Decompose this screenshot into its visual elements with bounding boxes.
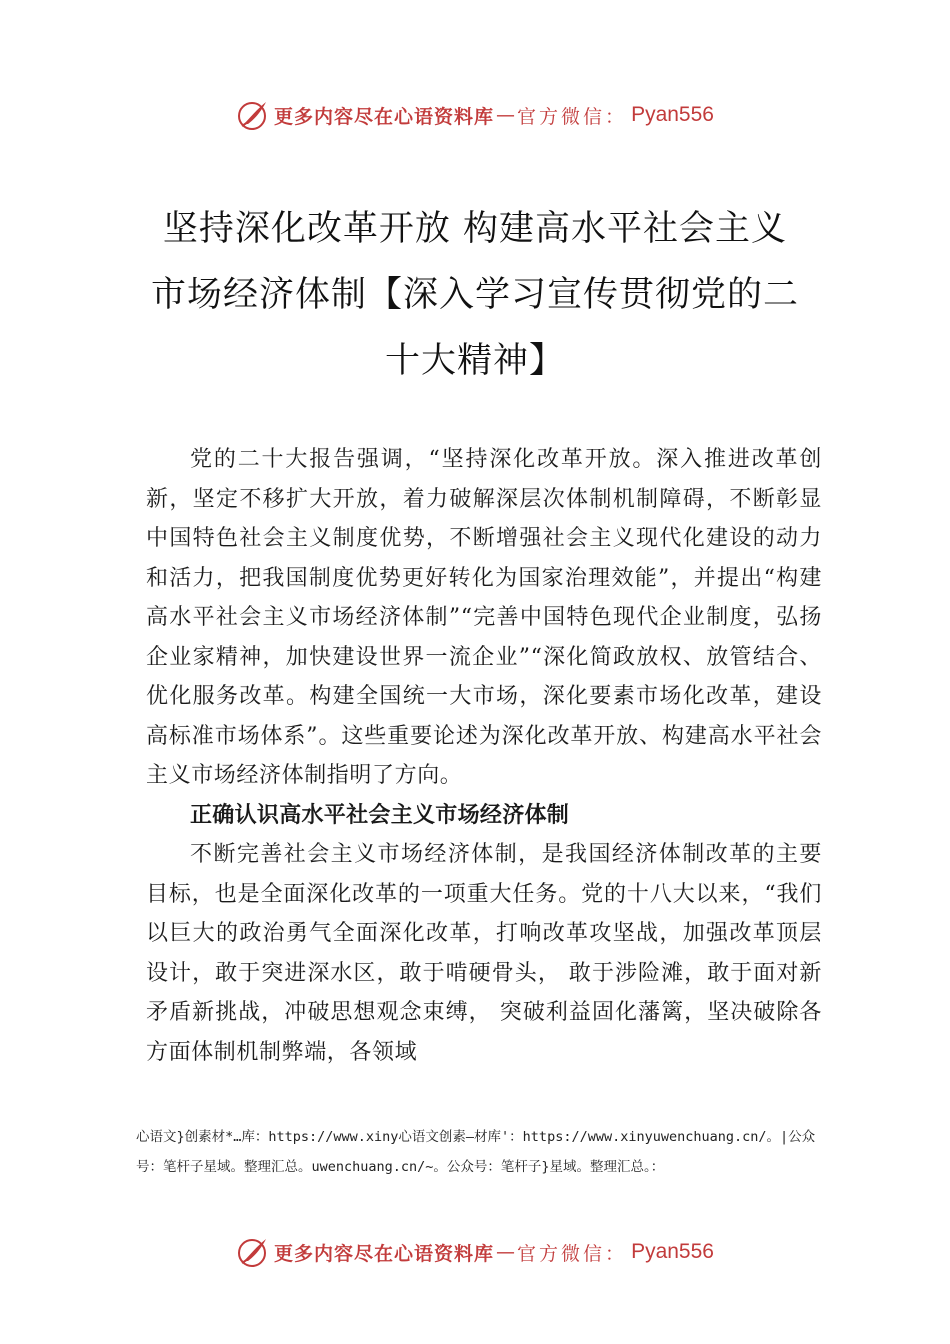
section-heading: 正确认识高水平社会主义市场经济体制 [190, 802, 570, 828]
banner-wechat-label: 官方微信： [517, 105, 628, 128]
title-line-1: 坚持深化改革开放 构建高水平社会主义 [162, 209, 788, 249]
banner-separator: — [496, 1241, 516, 1263]
title-line-2: 市场经济体制【深入学习宣传贯彻党的二 [150, 275, 799, 315]
quill-pen-logo-icon [236, 1235, 270, 1269]
document-body [146, 440, 822, 1072]
banner-separator: — [496, 104, 516, 126]
quill-pen-logo-icon [236, 98, 270, 132]
body-paragraph-1: 党的二十大报告强调，“坚持深化改革开放。深入推进改革创新，坚定不移扩大开放，着力破解深层次体制机制障碍，不断彰显中国特色社会主义制度优势，不断增强社会主义现代化建设的动力和活力，把我国制度优势更好转化为国家治理效能”，并提出“构建高水平社会主义市场经济体制”“完善中国特色现代企业制度，弘扬企业家精神，加快建设世界一流企业”“深化简政放权、放管结合、优化服务改革。构建全国统一大市场，深化要素市场化改革，建设高标准市场体系”。这些重要论述为深化改革开放、构建高水平社会主义市场经济体制指明了方向。 [146, 447, 822, 788]
footer-banner [0, 1232, 950, 1272]
header-banner [0, 95, 950, 135]
document-title [140, 196, 810, 394]
banner-wechat-label: 官方微信： [517, 1242, 628, 1265]
footer-note: 心语文}创素材*…库：https://www.xiny心语文创素—材库'：https://www.xinyuwenchuang.cn/。|公众号：笔杆子星域。整理汇总。uwenchuang.cn/~。公众号：笔杆子}星域。整理汇总。： [136, 1129, 816, 1175]
banner-brand: 更多内容尽在心语资料库 [274, 105, 495, 128]
banner-wechat-id: Pyan556 [631, 103, 714, 126]
body-paragraph-2: 不断完善社会主义市场经济体制，是我国经济体制改革的主要目标，也是全面深化改革的一项重大任务。党的十八大以来，“我们以巨大的政治勇气全面深化改革，打响改革攻坚战，加强改革顶层设计，敢于突进深水区，敢于啃硬骨头， 敢于涉险滩，敢于面对新矛盾新挑战，冲破思想观念束缚， 突破利益固化藩篱，坚决破除各方面体制机制弊端，各领域 [146, 842, 822, 1065]
title-line-3: 十大精神】 [384, 341, 565, 381]
banner-wechat-id: Pyan556 [631, 1240, 714, 1263]
banner-brand: 更多内容尽在心语资料库 [274, 1242, 495, 1265]
